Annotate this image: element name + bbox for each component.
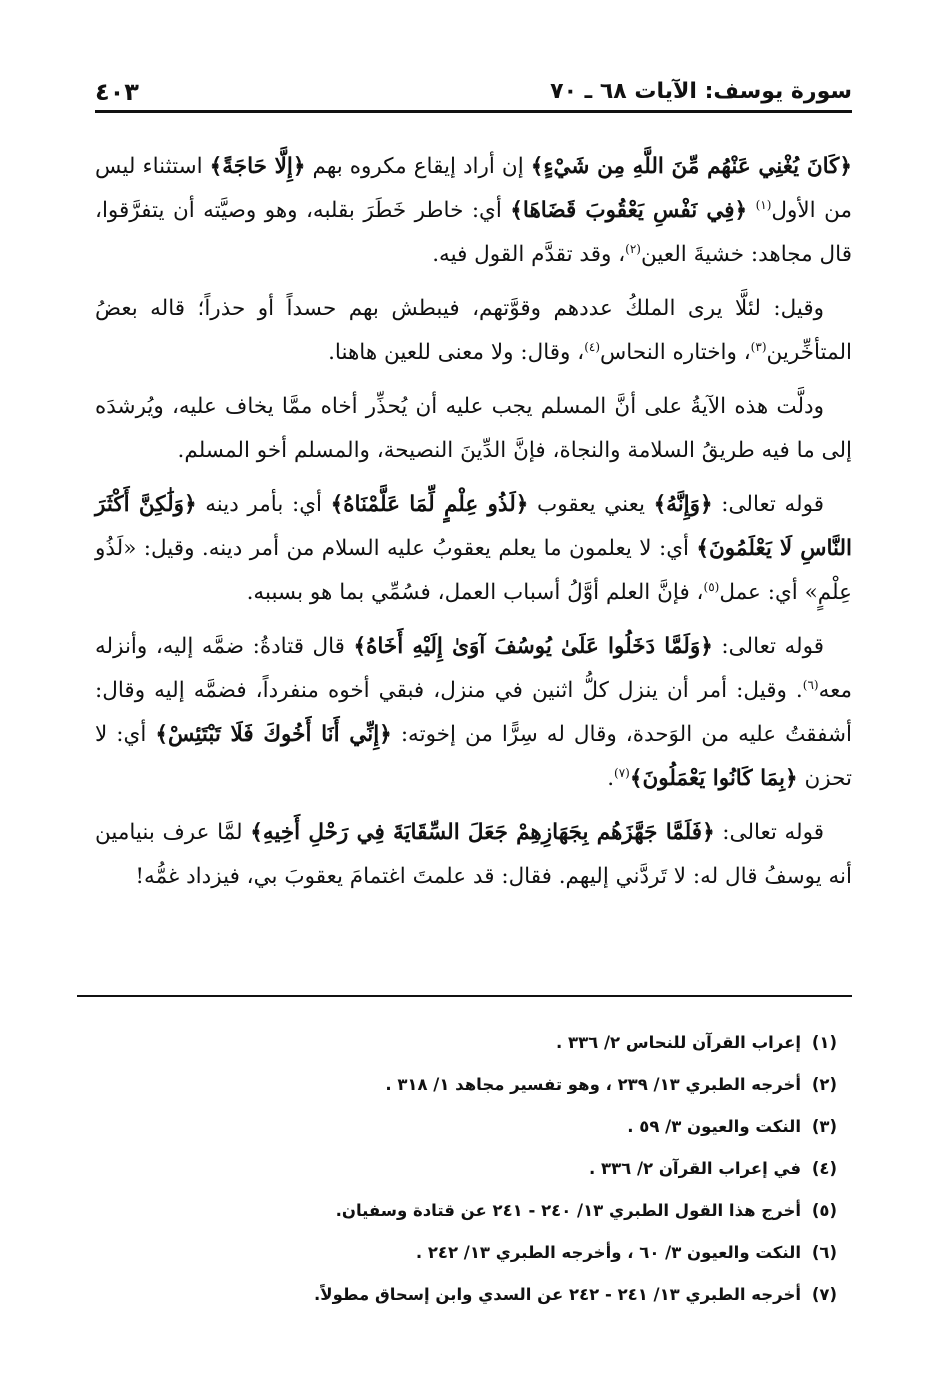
text-run: أي: لا يعلمون ما يعلم يعقوبُ عليه السلام من أمر دينه. وقيل: «لَذُو عِلْمٍ» أي: عمل — [95, 536, 852, 605]
quran-verse: ﴿وَلَٰكِنَّ أَكْثَرَ النَّاسِ لَا يَعْلَمُونَ﴾ — [95, 492, 853, 561]
running-head-title: سورة يوسف: الآيات ٦٨ ـ ٧٠ — [550, 79, 852, 104]
footnote-text: أخرجه الطبري ١٣/ ٢٣٩ ، وهو تفسير مجاهد ١/ ٣١٨ . — [385, 1075, 801, 1094]
paragraph-4 — [95, 483, 852, 615]
quran-verse: ﴿وَلَمَّا دَخَلُوا عَلَىٰ يُوسُفَ آوَىٰ إِلَيْهِ أَخَاهُ﴾ — [353, 634, 713, 659]
page-number: ٤٠٣ — [95, 78, 139, 106]
text-run: ، وقال: ولا معنى للعين هاهنا. — [328, 340, 585, 365]
footnote-text: النكت والعيون ٣/ ٦٠ ، وأخرجه الطبري ١٣/ ٢٤٢ . — [415, 1243, 801, 1262]
footnote-ref[interactable]: (٣) — [750, 339, 767, 354]
footnote-text: في إعراب القرآن ٢/ ٣٣٦ . — [589, 1159, 801, 1178]
text-run: لمَّا عرف بنيامين أنه يوسفُ قال له: لا تَردَّني إليهم. فقال: قد علمتَ اغتمامَ يعقوبَ بي، فيزداد غمُّه! — [95, 820, 852, 889]
footnote-item — [95, 1032, 837, 1054]
page-header — [95, 62, 852, 113]
footnote-ref[interactable]: (٧) — [614, 765, 630, 780]
footnote-ref[interactable]: (٢) — [625, 241, 641, 256]
text-run: إن أراد إيقاع مكروه بهم — [305, 154, 531, 179]
quran-verse: ﴿فَلَمَّا جَهَّزَهُم بِجَهَازِهِمْ جَعَلَ السِّقَايَةَ فِي رَحْلِ أَخِيهِ﴾ — [250, 820, 715, 845]
footnote-item — [95, 1284, 837, 1306]
footnote-number: (٤) — [811, 1159, 837, 1178]
footnote-item — [95, 1158, 837, 1180]
footnote-text: إعراب القرآن للنحاس ٢/ ٣٣٦ . — [555, 1033, 801, 1052]
paragraph-3: ودلَّت هذه الآيةُ على أنَّ المسلم يجب عليه أن يُحذِّر أخاه ممَّا يخاف عليه، ويُرشدَه إلى ما فيه طريقُ السلامة والنجاة، فإنَّ الدِّينَ النصيحة، والمسلم أخو المسلم. — [95, 394, 852, 463]
footnote-number: (٧) — [811, 1285, 837, 1304]
text-run: أي: بأمر دينه — [196, 492, 331, 517]
text-run: يعني يعقوب — [528, 492, 654, 517]
footnotes — [95, 1032, 837, 1326]
text-run: قوله تعالى: — [714, 820, 824, 845]
text-run: قوله تعالى: — [712, 492, 824, 517]
footnote-item — [95, 1200, 837, 1222]
text-run: . وقيل: أمر أن ينزل كلُّ اثنين في منزل، فبقي أخوه منفرداً، فضمَّه إليه وقال: أشفقتُ عليه من الوَحدة، وقال له سِرًّا من إخوته: — [95, 678, 852, 747]
paragraph-5 — [95, 625, 852, 801]
text-run: أي: لا تحزن — [95, 722, 852, 791]
text-run: قال قتادةُ: ضمَّه إليه، وأنزله معه — [95, 634, 852, 703]
footnote-divider — [77, 995, 852, 997]
paragraph-2 — [95, 287, 852, 375]
footnote-number: (٥) — [811, 1201, 837, 1220]
footnote-number: (٣) — [811, 1117, 837, 1136]
footnote-number: (٦) — [811, 1243, 837, 1262]
footnote-ref[interactable]: (٥) — [703, 579, 720, 594]
main-text — [95, 145, 852, 909]
footnote-ref[interactable]: (٦) — [802, 677, 819, 692]
footnote-text: النكت والعيون ٣/ ٥٩ . — [627, 1117, 801, 1136]
footnote-number: (١) — [811, 1033, 837, 1052]
text-run: . — [607, 766, 615, 791]
text-run: أي: خاطر خَطَرَ بقلبه، وهو وصيَّته أن يتفرَّقوا، قال مجاهد: خشيةَ العين — [95, 198, 852, 267]
text-run: استثناء ليس من الأول — [95, 154, 852, 223]
text-run: قوله تعالى: — [712, 634, 824, 659]
footnote-item — [95, 1074, 837, 1096]
quran-verse: ﴿وَإِنَّهُ﴾ — [653, 492, 713, 517]
paragraph-6 — [95, 811, 852, 899]
footnote-text: أخرجه الطبري ١٣/ ٢٤١ - ٢٤٢ عن السدي وابن إسحاق مطولاً. — [314, 1285, 801, 1304]
footnote-item — [95, 1116, 837, 1138]
text-run: ، فإنَّ العلم أوَّلُ أسباب العمل، فسُمِّي بما هو بسببه. — [246, 580, 704, 605]
text-run — [747, 198, 755, 223]
footnote-text: أخرج هذا القول الطبري ١٣/ ٢٤٠ - ٢٤١ عن قتادة وسفيان. — [335, 1201, 801, 1220]
footnote-ref[interactable]: (٤) — [584, 339, 601, 354]
text-run: ، وقد تقدَّم القول فيه. — [432, 242, 626, 267]
quran-verse: ﴿فِي نَفْسِ يَعْقُوبَ قَضَاهَا﴾ — [510, 198, 748, 223]
quran-verse: ﴿إِنِّي أَنَا أَخُوكَ فَلَا تَبْتَئِسْ﴾ — [155, 722, 392, 747]
quran-verse: ﴿كَانَ يُغْنِي عَنْهُم مِّنَ اللَّهِ مِن شَيْءٍ﴾ — [530, 154, 852, 179]
quran-verse: ﴿إِلَّا حَاجَةً﴾ — [209, 154, 306, 179]
quran-verse: ﴿بِمَا كَانُوا يَعْمَلُونَ﴾ — [629, 766, 798, 791]
paragraph-1 — [95, 145, 852, 277]
text-run: ، واختاره النحاس — [600, 340, 751, 365]
footnote-item — [95, 1242, 837, 1264]
quran-verse: ﴿لَذُو عِلْمٍ لِّمَا عَلَّمْنَاهُ﴾ — [330, 492, 529, 517]
footnote-number: (٢) — [811, 1075, 837, 1094]
text-run: وقيل: لئلَّا يرى الملكُ عددهم وقوَّتهم، فيبطش بهم حسداً أو حذراً؛ قاله بعضُ المتأخِّرين — [95, 296, 852, 365]
footnote-ref[interactable]: (١) — [755, 197, 772, 212]
